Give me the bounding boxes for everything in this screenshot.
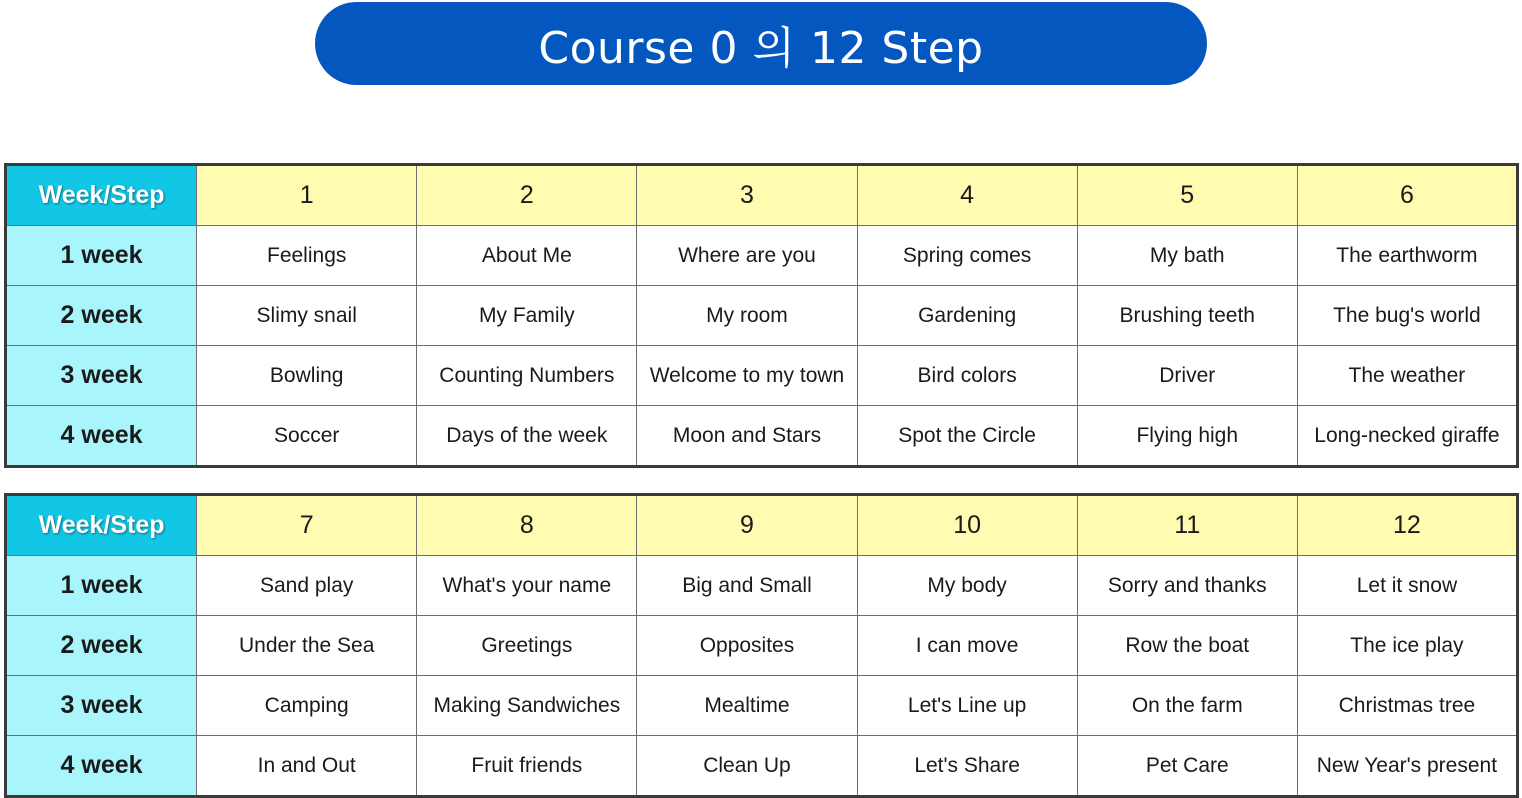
- lesson-cell: Bowling: [197, 346, 417, 406]
- table-row: [6, 616, 1518, 676]
- step-header-row: [6, 495, 1518, 556]
- lesson-cell: Fruit friends: [417, 736, 637, 797]
- week-header: 3 week: [6, 346, 197, 406]
- lesson-cell: Where are you: [637, 226, 857, 286]
- lesson-cell: Counting Numbers: [417, 346, 637, 406]
- lesson-cell: The ice play: [1297, 616, 1517, 676]
- lesson-cell: My bath: [1077, 226, 1297, 286]
- lesson-cell: Spring comes: [857, 226, 1077, 286]
- lesson-cell: Flying high: [1077, 406, 1297, 467]
- step-header-row: [6, 165, 1518, 226]
- table-row: [6, 676, 1518, 736]
- step-header: 9: [637, 495, 857, 556]
- lesson-cell: I can move: [857, 616, 1077, 676]
- step-header: 11: [1077, 495, 1297, 556]
- step-header: 4: [857, 165, 1077, 226]
- step-header: 8: [417, 495, 637, 556]
- table-row: [6, 226, 1518, 286]
- lesson-cell: Greetings: [417, 616, 637, 676]
- corner-header: Week/Step: [6, 165, 197, 226]
- lesson-cell: My body: [857, 556, 1077, 616]
- schedule-table-steps-7-12: [4, 493, 1519, 798]
- lesson-cell: The earthworm: [1297, 226, 1517, 286]
- page-title: Course 0 의 12 Step: [315, 2, 1207, 85]
- lesson-cell: Under the Sea: [197, 616, 417, 676]
- lesson-cell: Moon and Stars: [637, 406, 857, 467]
- lesson-cell: Making Sandwiches: [417, 676, 637, 736]
- week-header: 4 week: [6, 406, 197, 467]
- table-row: [6, 556, 1518, 616]
- lesson-cell: Let's Line up: [857, 676, 1077, 736]
- lesson-cell: Row the boat: [1077, 616, 1297, 676]
- lesson-cell: Let's Share: [857, 736, 1077, 797]
- lesson-cell: Sand play: [197, 556, 417, 616]
- lesson-cell: My room: [637, 286, 857, 346]
- week-header: 4 week: [6, 736, 197, 797]
- week-header: 2 week: [6, 616, 197, 676]
- table-row: [6, 286, 1518, 346]
- lesson-cell: On the farm: [1077, 676, 1297, 736]
- lesson-cell: Mealtime: [637, 676, 857, 736]
- lesson-cell: Slimy snail: [197, 286, 417, 346]
- lesson-cell: The bug's world: [1297, 286, 1517, 346]
- lesson-cell: My Family: [417, 286, 637, 346]
- lesson-cell: Clean Up: [637, 736, 857, 797]
- lesson-cell: Feelings: [197, 226, 417, 286]
- lesson-cell: Camping: [197, 676, 417, 736]
- table-row: [6, 346, 1518, 406]
- step-header: 10: [857, 495, 1077, 556]
- lesson-cell: Driver: [1077, 346, 1297, 406]
- lesson-cell: Soccer: [197, 406, 417, 467]
- step-header: 5: [1077, 165, 1297, 226]
- step-header: 7: [197, 495, 417, 556]
- lesson-cell: New Year's present: [1297, 736, 1517, 797]
- lesson-cell: Welcome to my town: [637, 346, 857, 406]
- lesson-cell: Big and Small: [637, 556, 857, 616]
- step-header: 2: [417, 165, 637, 226]
- lesson-cell: Opposites: [637, 616, 857, 676]
- lesson-cell: Pet Care: [1077, 736, 1297, 797]
- lesson-cell: Gardening: [857, 286, 1077, 346]
- lesson-cell: About Me: [417, 226, 637, 286]
- week-header: 3 week: [6, 676, 197, 736]
- step-header: 1: [197, 165, 417, 226]
- lesson-cell: The weather: [1297, 346, 1517, 406]
- week-header: 1 week: [6, 556, 197, 616]
- schedule-table-steps-1-6: [4, 163, 1519, 468]
- table-row: [6, 736, 1518, 797]
- step-header: 3: [637, 165, 857, 226]
- corner-header: Week/Step: [6, 495, 197, 556]
- table-row: [6, 406, 1518, 467]
- lesson-cell: What's your name: [417, 556, 637, 616]
- lesson-cell: In and Out: [197, 736, 417, 797]
- step-header: 12: [1297, 495, 1517, 556]
- lesson-cell: Brushing teeth: [1077, 286, 1297, 346]
- lesson-cell: Days of the week: [417, 406, 637, 467]
- step-header: 6: [1297, 165, 1517, 226]
- week-header: 2 week: [6, 286, 197, 346]
- lesson-cell: Sorry and thanks: [1077, 556, 1297, 616]
- lesson-cell: Let it snow: [1297, 556, 1517, 616]
- lesson-cell: Long-necked giraffe: [1297, 406, 1517, 467]
- lesson-cell: Bird colors: [857, 346, 1077, 406]
- lesson-cell: Spot the Circle: [857, 406, 1077, 467]
- week-header: 1 week: [6, 226, 197, 286]
- lesson-cell: Christmas tree: [1297, 676, 1517, 736]
